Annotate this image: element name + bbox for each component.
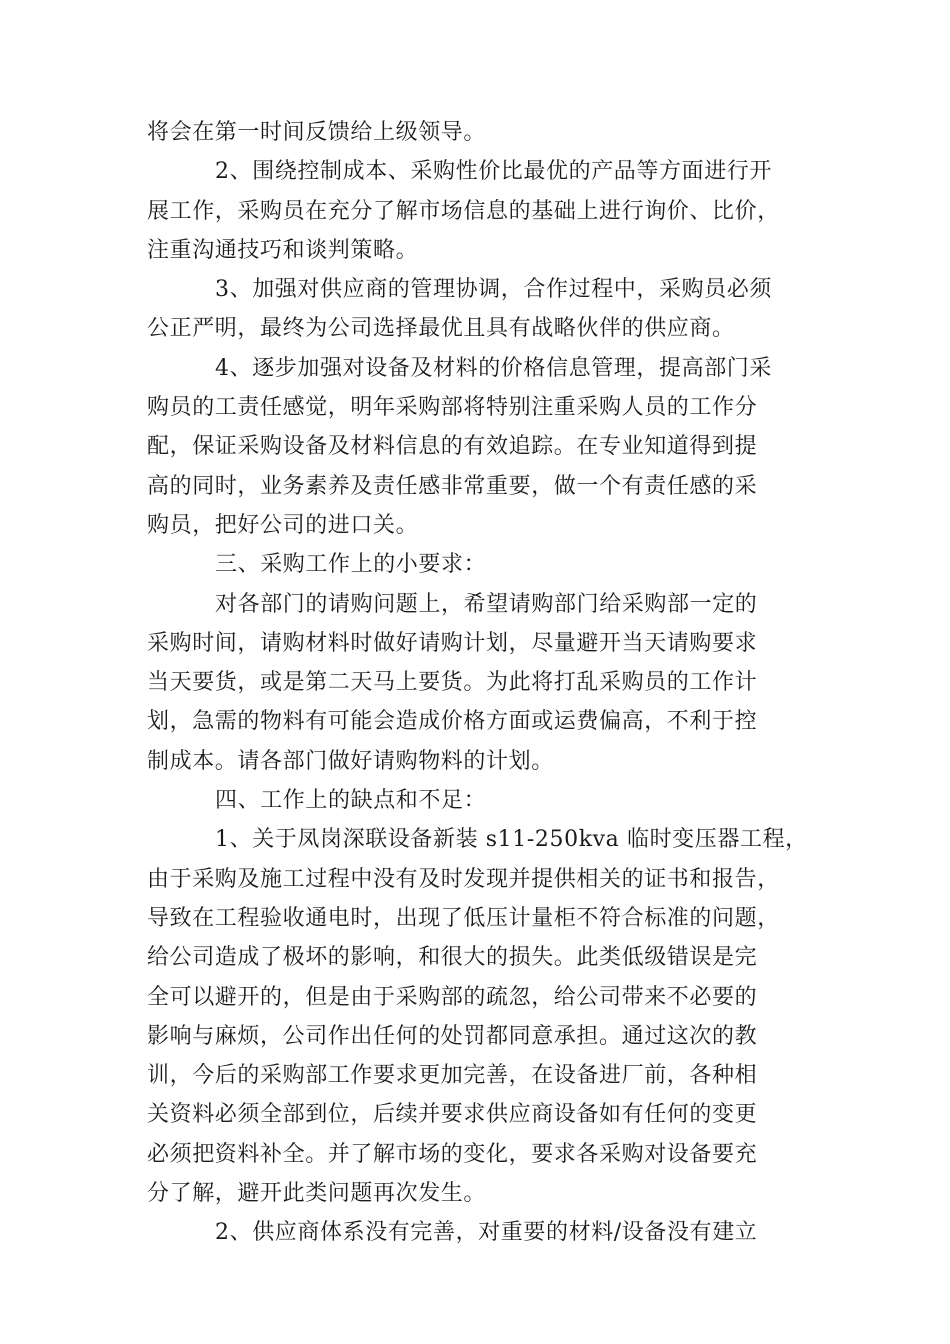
- text-line: 高的同时，业务素养及责任感非常重要，做一个有责任感的采: [147, 473, 758, 499]
- text-line: 影响与麻烦，公司作出任何的处罚都同意承担。通过这次的教: [147, 1023, 758, 1049]
- section-heading: 三、采购工作上的小要求：: [215, 552, 487, 578]
- text-line: 关资料必须全部到位，后续并要求供应商设备如有任何的变更: [147, 1102, 758, 1128]
- text-line: 1、关于凤岗深联设备新装 s11-250kva 临时变压器工程，: [215, 827, 808, 853]
- text-line: 公正严明，最终为公司选择最优且具有战略伙伴的供应商。: [147, 316, 735, 342]
- text-line: 购员，把好公司的进口关。: [147, 512, 419, 538]
- text-line: 分了解，避开此类问题再次发生。: [147, 1181, 487, 1207]
- text-line: 划，急需的物料有可能会造成价格方面或运费偏高，不利于控: [147, 709, 758, 735]
- text-line: 采购时间，请购材料时做好请购计划，尽量避开当天请购要求: [147, 630, 758, 656]
- section-heading: 四、工作上的缺点和不足：: [215, 788, 487, 814]
- text-line: 4、逐步加强对设备及材料的价格信息管理，提高部门采: [215, 355, 772, 381]
- text-line: 全可以避开的，但是由于采购部的疏忽，给公司带来不必要的: [147, 984, 758, 1010]
- text-line: 导致在工程验收通电时，出现了低压计量柜不符合标准的问题，: [147, 905, 780, 931]
- text-line: 必须把资料补全。并了解市场的变化，要求各采购对设备要充: [147, 1141, 758, 1167]
- document-body: [147, 113, 807, 1253]
- text-line: 3、加强对供应商的管理协调，合作过程中，采购员必须: [215, 277, 772, 303]
- text-line: 将会在第一时间反馈给上级领导。: [147, 120, 487, 145]
- text-line: 2、围绕控制成本、采购性价比最优的产品等方面进行开: [215, 159, 772, 185]
- text-line: 训，今后的采购部工作要求更加完善，在设备进厂前，各种相: [147, 1063, 758, 1089]
- text-line: 制成本。请各部门做好请购物料的计划。: [147, 748, 554, 774]
- text-line: 配，保证采购设备及材料信息的有效追踪。在专业知道得到提: [147, 434, 758, 460]
- text-line: 由于采购及施工过程中没有及时发现并提供相关的证书和报告，: [147, 866, 780, 892]
- text-line: 当天要货，或是第二天马上要货。为此将打乱采购员的工作计: [147, 670, 758, 696]
- text-line: 购员的工责任感觉，明年采购部将特别注重采购人员的工作分: [147, 395, 758, 421]
- text-line: 注重沟通技巧和谈判策略。: [147, 237, 419, 263]
- text-line: 展工作，采购员在充分了解市场信息的基础上进行询价、比价，: [147, 198, 780, 224]
- text-line: 2、供应商体系没有完善，对重要的材料/设备没有建立: [215, 1220, 758, 1246]
- text-line: 对各部门的请购问题上，希望请购部门给采购部一定的: [215, 591, 758, 617]
- text-line: 给公司造成了极坏的影响，和很大的损失。此类低级错误是完: [147, 945, 758, 971]
